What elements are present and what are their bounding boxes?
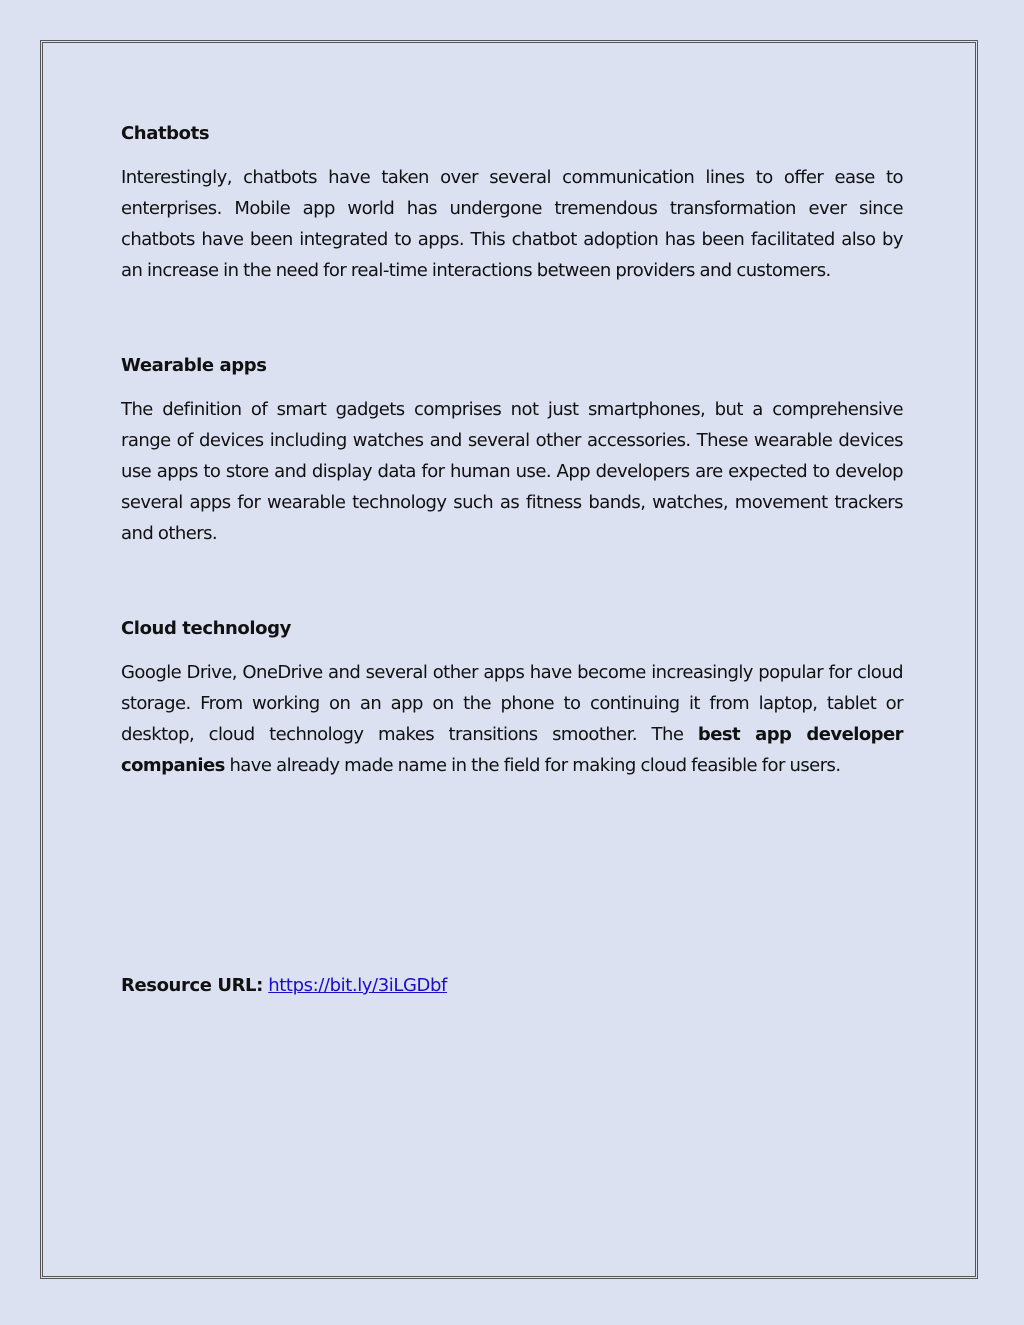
resource-url-label: Resource URL: [121, 975, 263, 996]
document-body [121, 118, 903, 845]
resource-url-line [121, 970, 447, 1001]
bold-phrase: best app developer companies [121, 724, 903, 776]
section-heading: Wearable apps [121, 355, 267, 376]
section-paragraph: The definition of smart gadgets comprises not just smartphones, but a comprehensive range of devices including watches and several other accessories. These wearable devices use apps to store and display data for human use. App developers are expected to develop several apps for wearable technology such as fitness bands, watches, movement trackers and others. [121, 399, 903, 544]
section-cloud-technology [121, 613, 903, 781]
section-paragraph [121, 657, 903, 781]
section-heading: Chatbots [121, 123, 210, 144]
paragraph-text: have already made name in the field for making cloud feasible for users. [224, 755, 841, 776]
resource-url-link[interactable]: https://bit.ly/3iLGDbf [268, 975, 447, 996]
section-chatbots [121, 118, 903, 286]
paragraph-text: Google Drive, OneDrive and several other apps have become increasingly popular for cloud storage. From working on an app on the phone to continuing it from laptop, tablet or desktop, cloud technology makes transitions smoother. The [121, 662, 903, 745]
section-heading: Cloud technology [121, 618, 291, 639]
section-paragraph: Interestingly, chatbots have taken over several communication lines to offer ease to enterprises. Mobile app world has undergone tremendous transformation ever since chatbots have been integrated to apps. This chatbot adoption has been facilitated also by an increase in the need for real-time interactions between providers and customers. [121, 167, 903, 281]
section-wearable-apps [121, 350, 903, 549]
